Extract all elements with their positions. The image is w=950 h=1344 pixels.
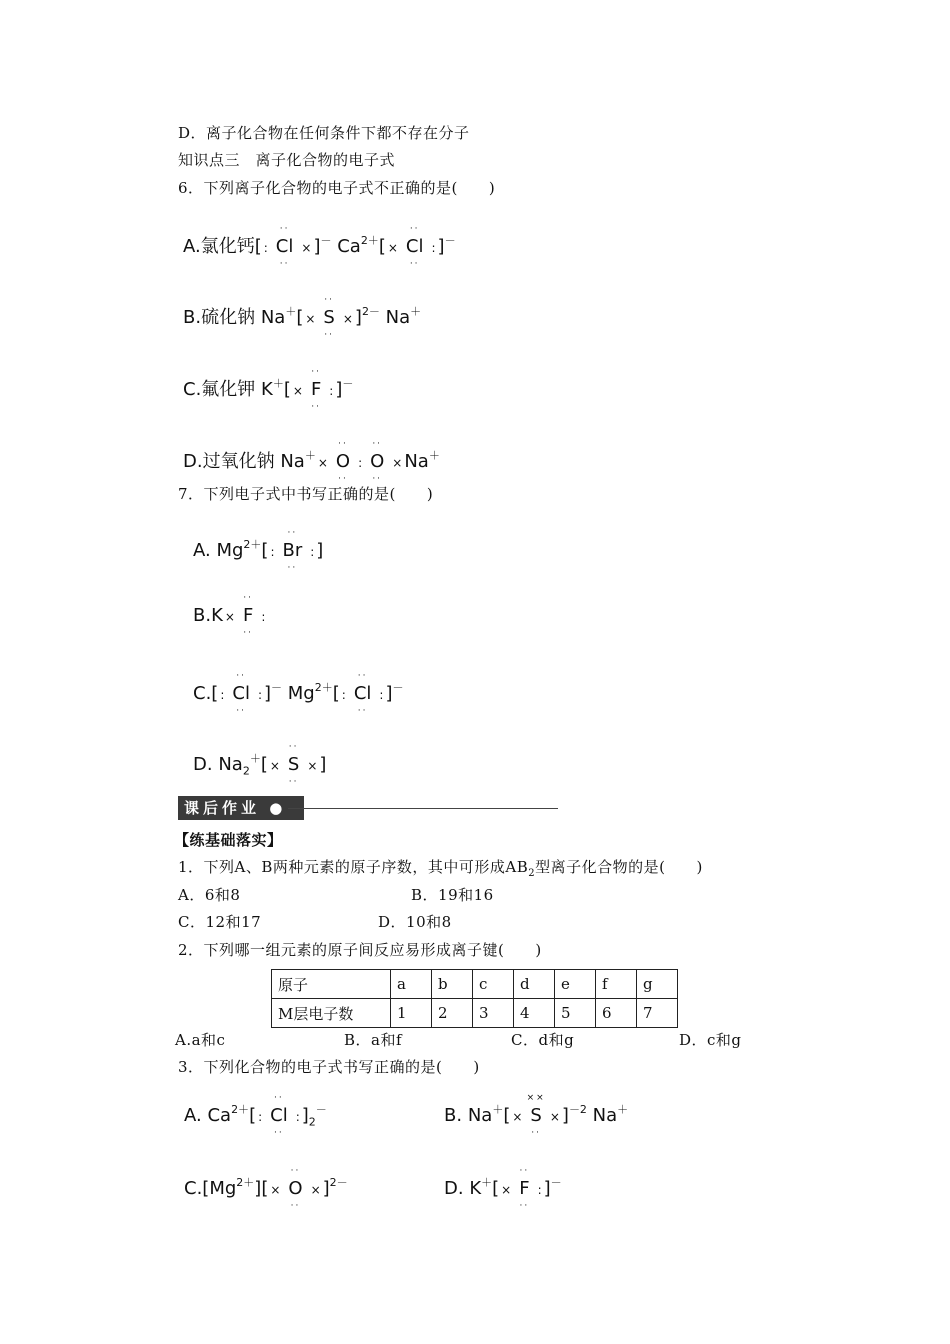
q6-option-b: B.硫化钠 Na＋[ × ·· S ·· × ]$^{2-}$ Na＋ [183,295,422,340]
question-7: 7．下列电子式中书写正确的是( ) [178,485,434,503]
table-cell: c [473,970,514,999]
table-row [272,999,678,1028]
hq1-option-d: D．10和8 [378,913,452,931]
hq3-option-a: A. $Ca^{2+}$[ : ·· Cl ·· : ]$_2^-$ [184,1093,327,1138]
homework-banner-label: 课后作业 ● [178,796,304,820]
table-cell: f [596,970,637,999]
q7-option-b: B.K × ·· F ·· : [193,593,266,638]
q6-option-d: D.过氧化钠 Na＋× ·· O ·· : ·· O ·· × Na＋ [183,439,440,484]
table-cell: 7 [637,999,678,1028]
table-cell: 1 [391,999,432,1028]
table-cell: d [514,970,555,999]
m-shell-electron-table [271,969,678,1028]
hq1-option-b: B．19和16 [411,886,494,904]
hq3-option-d: D. K＋[ × ·· F ·· : ]－ [444,1166,562,1211]
table-row [272,970,678,999]
homework-question-3: 3．下列化合物的电子式书写正确的是( ) [178,1058,480,1076]
q6-option-c: C.氟化钾 K＋[ × ·· F ·· : ]－ [183,367,354,412]
hq3-option-b: B. Na＋[ × ×× S ·· × ]$^{-2}$ Na＋ [444,1093,629,1138]
table-cell: g [637,970,678,999]
q7-option-a: A. $Mg^{2+}$[ : ·· Br ·· : ] [193,528,324,573]
table-cell: b [432,970,473,999]
table-cell: 3 [473,999,514,1028]
table-cell: 2 [432,999,473,1028]
table-cell: 5 [555,999,596,1028]
homework-question-1: 1．下列A、B两种元素的原子序数，其中可形成$AB_2$型离子化合物的是( ) [178,858,703,879]
hq3-option-c: $C.[Mg^{2+}]$[ × ·· O ·· × ]$^{2-}$ [184,1166,348,1211]
q7-option-c: C.[ : ·· Cl ·· : ]－ $Mg^{2+}$[ : ·· Cl ·· : ]－ [193,671,404,716]
practice-heading: 【练基础落实】 [174,831,283,849]
hq2-option-b: B．a和f [344,1031,403,1049]
q6-option-a: A.氯化钙[ : ·· Cl ·· × ]－ $Ca^{2+}$[ × ·· Cl ·· : ]－ [183,224,456,269]
table-cell: 原子 [272,970,391,999]
hq1-option-c: C．12和17 [178,913,262,931]
hq1-option-a: A．6和8 [178,886,241,904]
knowledge-point-heading: 知识点三 离子化合物的电子式 [178,151,396,169]
table-cell: a [391,970,432,999]
hq2-option-a: A.a和c [175,1031,226,1049]
homework-question-2: 2．下列哪一组元素的原子间反应易形成离子键( ) [178,941,542,959]
question-6: 6．下列离子化合物的电子式不正确的是( ) [178,179,496,197]
homework-banner [178,796,558,820]
table-cell: 6 [596,999,637,1028]
table-cell: M层电子数 [272,999,391,1028]
hq2-option-d: D．c和g [679,1031,742,1049]
banner-divider [288,808,558,809]
table-cell: e [555,970,596,999]
table-cell: 4 [514,999,555,1028]
hq2-option-c: C．d和g [511,1031,575,1049]
q7-option-d: D. $Na_2^+$[ × ·· S ·· × ] [193,742,327,787]
option-d-statement: D．离子化合物在任何条件下都不存在分子 [178,124,470,142]
